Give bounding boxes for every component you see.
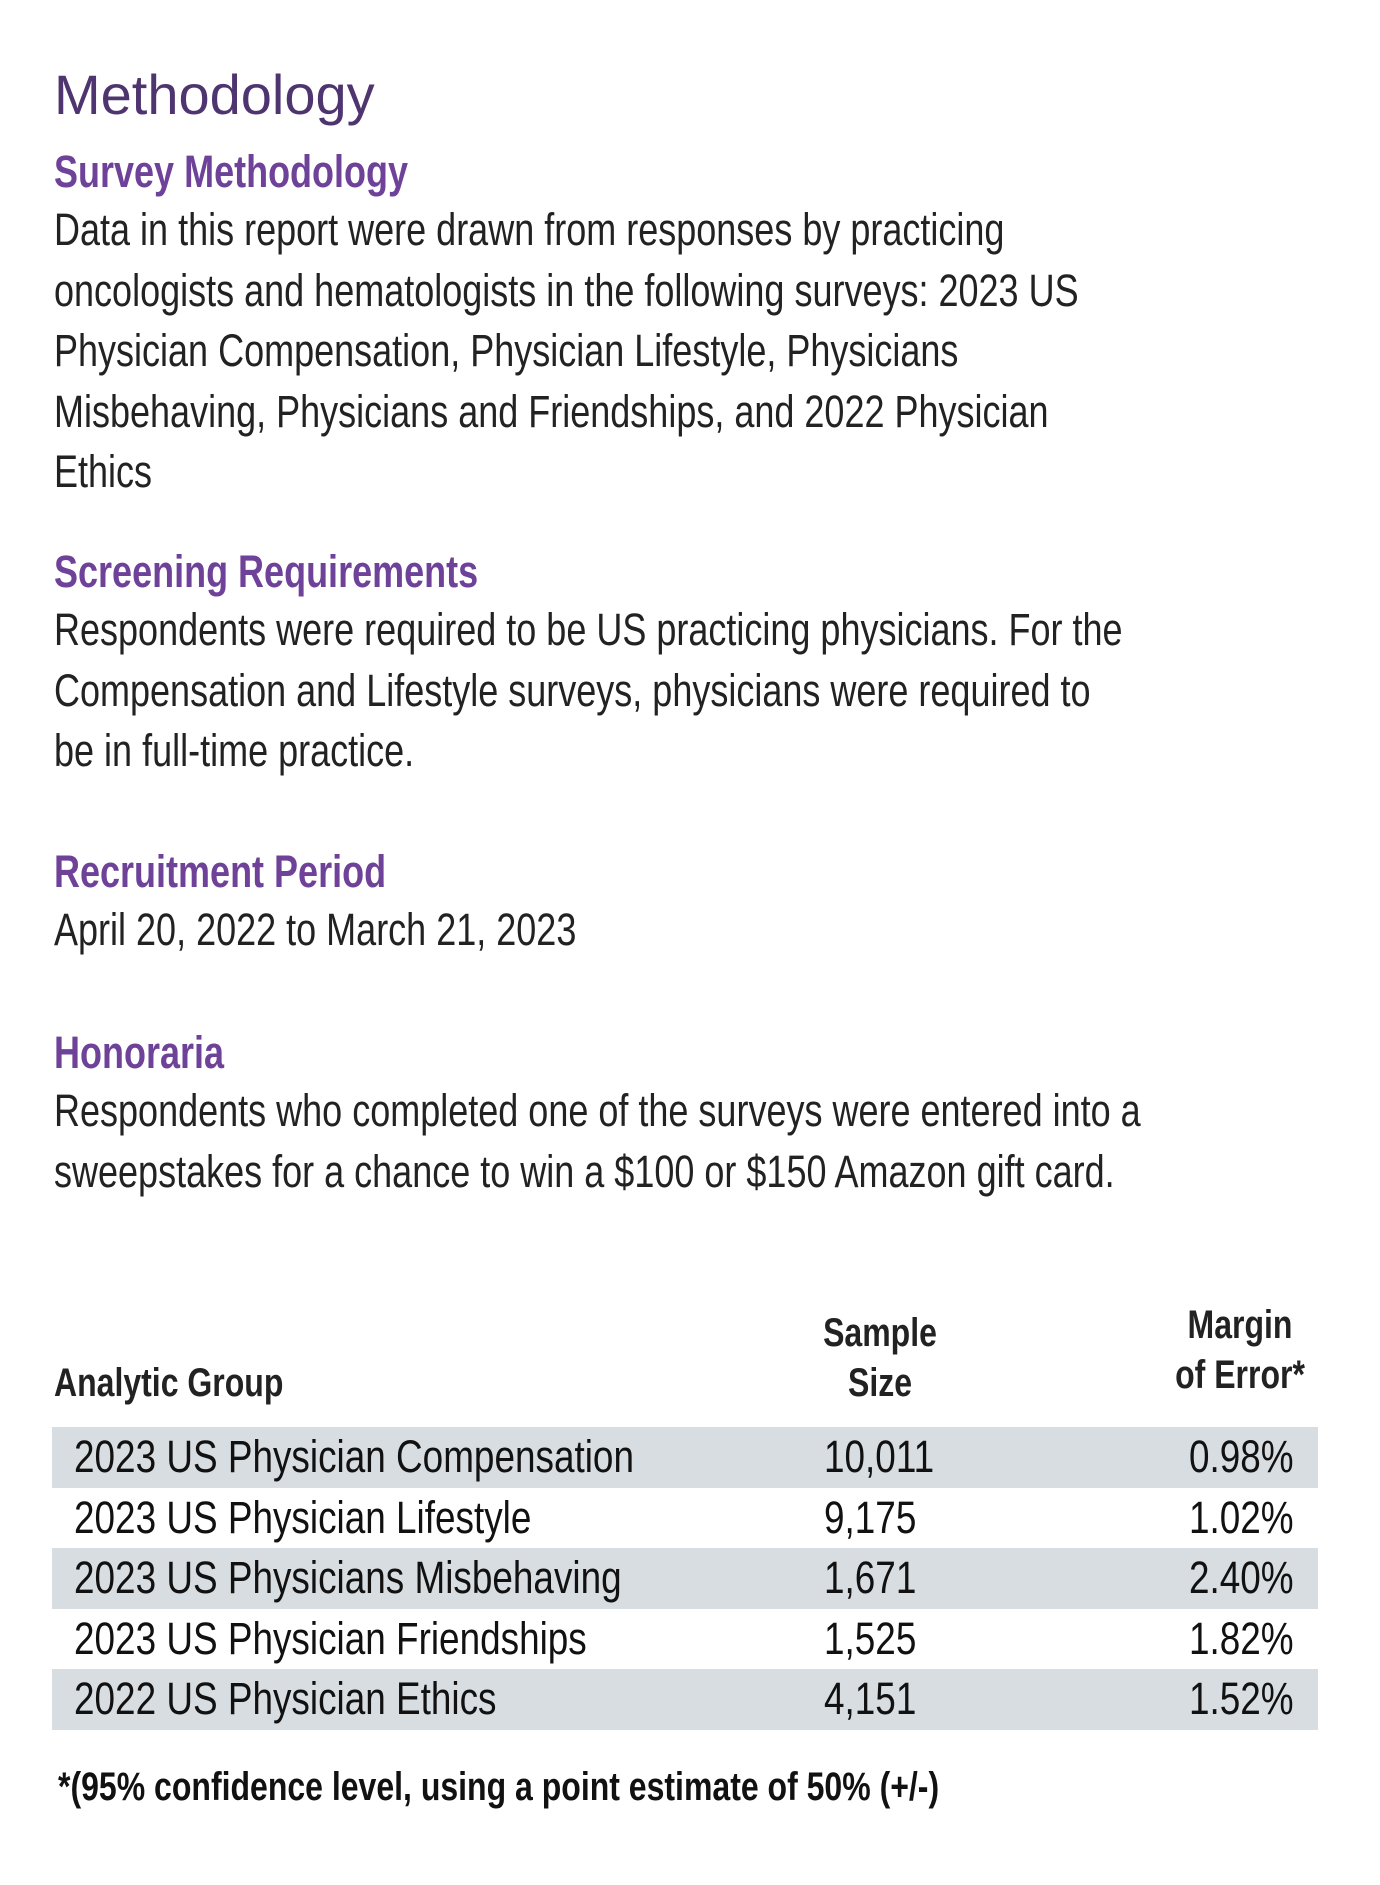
header-line: Size bbox=[847, 1361, 913, 1405]
section-honoraria bbox=[54, 1025, 1354, 1202]
section-body bbox=[54, 200, 1354, 503]
table-header bbox=[0, 1300, 1380, 1410]
cell-analytic-group: 2022 US Physician Ethics bbox=[74, 1673, 497, 1724]
section-survey-methodology bbox=[54, 144, 1354, 503]
cell-analytic-group: 2023 US Physicians Misbehaving bbox=[74, 1552, 622, 1603]
section-screening-requirements bbox=[54, 544, 1354, 782]
cell-margin-of-error: 1.52% bbox=[1189, 1673, 1294, 1724]
header-line: of Error* bbox=[1175, 1353, 1305, 1397]
section-body bbox=[54, 1081, 1354, 1202]
table-row bbox=[52, 1669, 1318, 1730]
section-heading: Screening Requirements bbox=[54, 546, 479, 597]
cell-margin-of-error: 2.40% bbox=[1189, 1552, 1294, 1603]
body-line: be in full-time practice. bbox=[54, 725, 415, 776]
header-margin-of-error bbox=[1160, 1300, 1320, 1400]
body-line: April 20, 2022 to March 21, 2023 bbox=[54, 904, 577, 955]
body-line: Data in this report were drawn from responses by practicing bbox=[54, 204, 1005, 255]
section-heading: Survey Methodology bbox=[54, 146, 409, 197]
table-body bbox=[52, 1427, 1318, 1730]
table-row bbox=[52, 1488, 1318, 1549]
table-row bbox=[52, 1548, 1318, 1609]
section-body bbox=[54, 900, 1354, 961]
section-recruitment-period bbox=[54, 844, 1354, 961]
table-footnote: *(95% confidence level, using a point estimate of 50% (+/-) bbox=[58, 1765, 940, 1809]
body-line: Compensation and Lifestyle surveys, physicians were required to bbox=[54, 664, 1091, 716]
table-row bbox=[52, 1427, 1318, 1488]
section-heading: Honoraria bbox=[54, 1027, 225, 1078]
page-title: Methodology bbox=[54, 63, 375, 126]
header-line: Sample bbox=[823, 1311, 937, 1355]
cell-margin-of-error: 1.82% bbox=[1189, 1612, 1294, 1664]
cell-sample-size: 10,011 bbox=[824, 1431, 935, 1482]
body-line: sweepstakes for a chance to win a $100 or $150 Amazon gift card. bbox=[54, 1145, 1115, 1197]
body-line: Respondents who completed one of the surveys were entered into a bbox=[54, 1085, 1141, 1136]
header-line: Margin bbox=[1187, 1303, 1293, 1347]
header-analytic-group: Analytic Group bbox=[54, 1361, 284, 1405]
body-line: Ethics bbox=[54, 446, 153, 497]
cell-margin-of-error: 0.98% bbox=[1189, 1431, 1294, 1482]
body-line: Misbehaving, Physicians and Friendships, and 2022 Physician bbox=[54, 385, 1049, 437]
cell-sample-size: 9,175 bbox=[824, 1491, 917, 1543]
cell-analytic-group: 2023 US Physician Friendships bbox=[74, 1612, 587, 1664]
body-line: oncologists and hematologists in the following surveys: 2023 US bbox=[54, 264, 1079, 316]
cell-sample-size: 1,525 bbox=[824, 1612, 917, 1664]
cell-analytic-group: 2023 US Physician Compensation bbox=[74, 1431, 634, 1482]
cell-sample-size: 4,151 bbox=[824, 1673, 917, 1724]
cell-sample-size: 1,671 bbox=[824, 1552, 917, 1603]
cell-analytic-group: 2023 US Physician Lifestyle bbox=[74, 1491, 532, 1543]
section-heading: Recruitment Period bbox=[54, 846, 387, 897]
table-row bbox=[52, 1609, 1318, 1670]
section-body bbox=[54, 600, 1354, 782]
cell-margin-of-error: 1.02% bbox=[1189, 1491, 1294, 1543]
header-sample-size bbox=[800, 1308, 960, 1408]
body-line: Physician Compensation, Physician Lifestyle, Physicians bbox=[54, 325, 959, 376]
body-line: Respondents were required to be US practicing physicians. For the bbox=[54, 604, 1123, 655]
